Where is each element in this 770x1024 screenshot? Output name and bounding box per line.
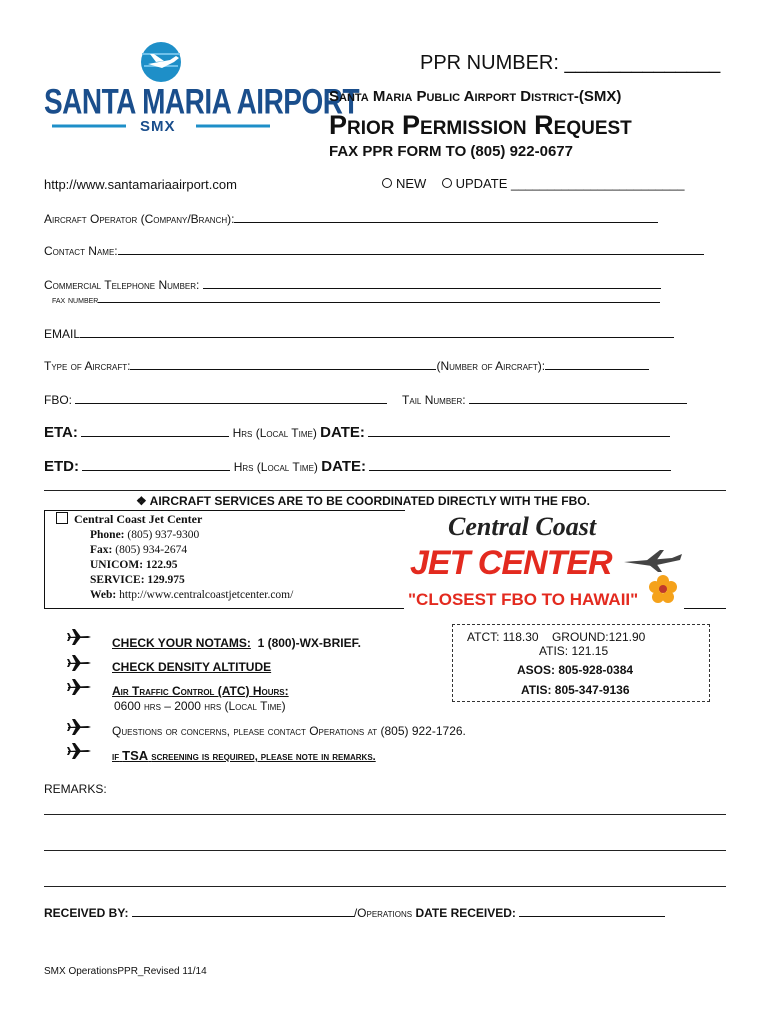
tsa-note-b: TSA [122,748,149,763]
notams-phone: 1 (800)-WX-BRIEF. [257,636,361,650]
district: Santa Maria Public Airport District-(SMX) [329,88,622,105]
fbo-phone: Phone: (805) 937-9300 [90,529,200,541]
update-label[interactable]: UPDATE ________________________ [455,176,685,191]
date-received-label: DATE RECEIVED: [415,906,516,920]
flower-icon [648,574,678,604]
fax-to: FAX PPR FORM TO (805) 922-0677 [329,143,573,160]
aircraft-number-field[interactable] [545,357,649,370]
fbo-field[interactable] [75,391,387,404]
operator-label: Aircraft Operator (Company/Branch): [44,212,235,226]
fbo-web: Web: http://www.centralcoastjetcenter.com/ [90,589,294,601]
received-row [44,904,665,920]
remarks-line-3[interactable] [44,886,726,887]
email-label: EMAIL [44,327,81,341]
eta-row [44,424,670,441]
email-row [44,325,674,341]
remarks-line-2[interactable] [44,850,726,851]
aircraft-type-field[interactable] [130,357,436,370]
notams-label: CHECK YOUR NOTAMS: [112,636,251,650]
ground-freq: GROUND:121.90 [551,630,646,644]
etd-date-field[interactable] [369,458,671,471]
etd-label: ETD: [44,458,79,475]
email-field[interactable] [80,325,674,338]
jet-plane-icon [622,548,684,574]
tsa-note-c: screening is required, please note in remarks. [151,751,376,763]
logo-code: SMX [140,118,176,135]
phone-field[interactable] [203,276,661,289]
services-note-text: AIRCRAFT SERVICES ARE TO BE COORDINATED DIRECTLY WITH THE FBO. [149,494,590,508]
date-received-field[interactable] [519,904,665,917]
tail-field[interactable] [469,391,687,404]
fbo-row [44,391,687,407]
remarks-line-1[interactable] [44,814,726,815]
atc-times: 0600 hrs – 2000 hrs (Local Time) [114,699,286,713]
ppr-number[interactable]: PPR NUMBER: ______________ [420,52,721,74]
plane-bullet-icon [66,718,92,736]
received-by-label: RECEIVED BY: [44,906,129,920]
fax-row [52,292,660,306]
diamond-bullet-icon: ❖ [136,494,147,508]
eta-date-label: DATE: [320,424,365,441]
contact-label: Contact Name: [44,244,118,258]
fax-label: fax number [52,295,99,306]
operations-label: /Operations [353,906,413,920]
jet-center-slogan: "CLOSEST FBO TO HAWAII" [408,590,639,609]
new-update-options [382,176,685,191]
revision-note: SMX OperationsPPR_Revised 11/14 [44,966,207,977]
plane-bullet-icon [66,678,92,696]
eta-label: ETA: [44,424,78,441]
tsa-note [112,748,376,763]
etd-hrs: Hrs (Local Time) [233,460,318,474]
jet-center-logo [408,512,688,608]
services-note [136,494,590,508]
jet-center-logo-top: Central Coast [448,512,597,541]
asos-phone: ASOS: 805-928-0384 [517,663,634,677]
aircraft-number-label: (Number of Aircraft): [436,359,546,373]
fbo-unicom: UNICOM: 122.95 [90,559,178,571]
eta-date-field[interactable] [368,424,670,437]
plane-bullet-icon [66,628,92,646]
new-label: NEW [396,176,427,191]
operator-field[interactable] [234,210,658,223]
tsa-note-a: if [112,751,120,763]
jet-center-logo-main: JET CENTER [410,544,612,582]
fbo-label: FBO: [44,393,73,407]
atis-freq: ATIS: 121.15 [539,644,609,658]
atc-hours: Air Traffic Control (ATC) Hours: [112,684,289,698]
divider [44,490,726,491]
etd-date-label: DATE: [321,458,366,475]
questions: Questions or concerns, please contact Operations at (805) 922-1726. [112,724,466,738]
check-notams [112,636,361,650]
contact-field[interactable] [118,242,704,255]
eta-hrs: Hrs (Local Time) [232,426,317,440]
atct-freq: ATCT: 118.30 [467,630,539,644]
fax-field[interactable] [98,292,660,303]
contact-row [44,242,704,258]
tail-label: Tail Number: [402,393,466,407]
frequency-box [452,624,710,702]
plane-bullet-icon [66,742,92,760]
page-title: Prior Permission Request [329,110,632,140]
eta-field[interactable] [81,424,229,437]
fbo-fax: Fax: (805) 934-2674 [90,544,188,556]
update-radio[interactable] [442,178,452,188]
aircraft-type-label: Type of Aircraft: [44,359,131,373]
logo-name: SANTA MARIA AIRPORT [44,82,360,121]
fbo-name: Central Coast Jet Center [74,512,203,526]
operator-row [44,210,658,226]
fbo-box [44,510,726,612]
phone-row [44,276,661,292]
website: http://www.santamariaairport.com [44,177,237,192]
aircraft-row [44,357,649,373]
plane-bullet-icon [66,654,92,672]
atis-phone: ATIS: 805-347-9136 [521,683,630,697]
fbo-checkbox[interactable] [56,512,68,524]
remarks-label: REMARKS: [44,782,107,796]
check-density: CHECK DENSITY ALTITUDE [112,660,272,674]
fbo-service: SERVICE: 129.975 [90,574,185,586]
airport-logo [44,40,360,140]
new-radio[interactable] [382,178,392,188]
etd-field[interactable] [82,458,230,471]
etd-row [44,458,671,475]
received-by-field[interactable] [132,904,354,917]
phone-label: Commercial Telephone Number: [44,278,200,292]
